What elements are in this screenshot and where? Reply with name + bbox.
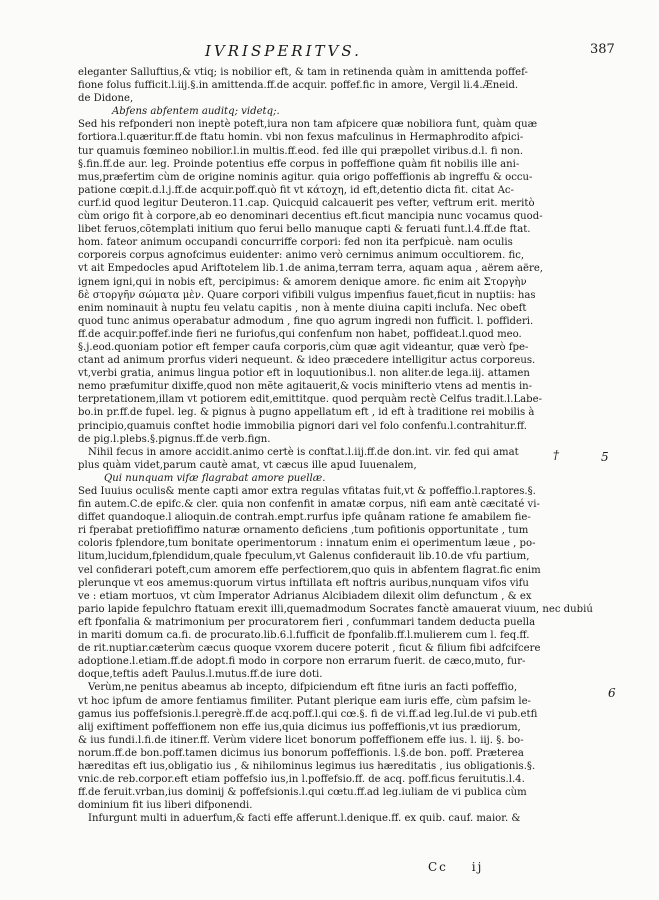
text-line: litum,lucidum,fplendidum,quale fpeculum,vt Galenus confiderauit lib.10.de vfu partium, xyxy=(78,551,530,563)
text-line: coloris fplendore,tum bonitate operimentorum : innatum enim ei operimentum læue , po- xyxy=(78,538,536,550)
text-line: gamus ius poffefsionis.l.peregrè.ff.de acq.poff.l.qui cœ.§. fi de vi.ff.ad leg.Iul.de vi pub.etfi xyxy=(78,708,538,720)
text-line: Abfens abfentem auditq; videtq;. xyxy=(112,106,280,118)
text-line: ff.de acquir.poffef.inde fieri ne furiofus,qui confenfum non habet, poffideat.l.quod meo. xyxy=(78,328,522,340)
text-line: norum.ff.de bon.poff.tamen dicimus ius bonorum poffeffionis. l.§.de bon. poff. Præterea xyxy=(78,747,524,759)
text-line: alij exiftiment poffeffionem non effe ius,quia dicimus ius poffeffionis,vt ius prædiorum, xyxy=(78,721,521,733)
text-line: de pig.l.plebs.§.pignus.ff.de verb.fign. xyxy=(78,433,271,445)
text-line: libet feruos,cõtemplati initium quo ferui bello manuque capti & feruati funt.l.4.ff.de ftat. xyxy=(78,224,531,236)
text-line: plerunque vt eos amemus:quorum virtus inftillata eft noftris auribus,nunquam vifos vifu xyxy=(78,577,529,589)
text-line: §.j.eod.quoniam potior eft femper caufa corporis,cùm quæ agit videantur, quæ verò fpe- xyxy=(78,341,529,353)
text-line: Nihil fecus in amore accidit.animo certè is conftat.l.iij.ff.de don.int. vir. fed qui amat xyxy=(88,446,519,458)
text-line: mus,præfertim cùm de origine nominis agitur. quia origo poffeffionis ab ingreffu & occu- xyxy=(78,171,533,183)
signature-mark xyxy=(410,860,483,874)
text-line: ve : etiam mortuos, vt cùm Imperator Adrianus Alcibiadem dilexit olim defunctum , & ex xyxy=(78,590,532,602)
text-line: fin autem.C.de epifc.& cler. quia non confenfit in amatæ corpus, nifi eam antè cæcitaté vi- xyxy=(78,499,540,511)
text-line: ignem igni,qui in nobis eft, percipimus: & amorem denique amore. fic enim ait Στοργὴν xyxy=(78,276,527,288)
text-line: enim nominauit à nuptu feu velatu capitis , non à mente diuina capiti inclufa. Nec obeft xyxy=(78,302,527,314)
text-line: cùm origo fit à corpore,ab eo denominari decentius eft.ficut mancipia nunc vocamus quod- xyxy=(78,211,543,223)
text-line: δὲ στοργῆν σώματα μὲν. Quare corpori vifibili vulgus impenfius fauet,ficut in nuptiis: has xyxy=(78,289,536,301)
text-line: de Didone, xyxy=(78,93,134,105)
text-line: eleganter Salluftius,& vtiq; is nobilior eft, & tam in retinenda quàm in amittenda poffef- xyxy=(78,67,528,78)
text-line: quod tunc animus operabatur admodum , fine quo agrum ingredi non fufficit. l. poffideri. xyxy=(78,315,534,327)
text-line: hom. fateor animum occupandi concurriffe corpori: fed non ita perfpicuè. nam oculis xyxy=(78,237,513,249)
text-line: principio,quamuis conftet hodie immobilia pignori dari vel folo confenfu.l.contrahitur.ff. xyxy=(78,420,527,432)
text-line: patione cœpit.d.l.j.ff.de acquir.poff.quò fit vt κάτοχη, id eft,detentio dicta fit. citat Ac- xyxy=(78,184,514,196)
text-line: vt,verbi gratia, animus lingua potior eft in loquutionibus.l. non aliter.de lega.iij. attamen xyxy=(78,368,530,380)
text-line: Sed Iuuius oculis& mente capti amor extra regulas vfitatas fuit,vt & poffeffio.l.raptores.§. xyxy=(78,486,536,497)
text-line: fione folus fufficit.l.iij.§.in amittenda.ff.de acquir. poffef.fic in amore, Vergil li.4.Æneid. xyxy=(78,80,519,92)
text-line: eft fponfalia & matrimonium per procuratorem fieri , confummari tandem deducta puella xyxy=(78,616,536,628)
text-line: §.fin.ff.de aur. leg. Proinde potentius effe corpus in poffeffione quàm fit nobilis ille ani- xyxy=(78,158,520,170)
margin-note-number: 5 xyxy=(601,450,609,464)
text-line: fortiora.l.quæritur.ff.de ftatu homin. vbi non fexus mafculinus in Hermaphrodito afpici- xyxy=(78,132,524,144)
page-number: 387 xyxy=(590,42,615,57)
text-line: ff.de feruit.vrban,ius dominij & poffefsionis.l.qui cœtu.ff.ad leg.iuliam de vi publica cùm xyxy=(78,787,527,799)
text-line: Infurgunt multi in aduerfum,& facti effe afferunt.l.denique.ff. ex quib. cauf. maior. & xyxy=(88,813,521,825)
running-head: IVRISPERITVS. xyxy=(205,42,362,60)
text-line: vt ait Empedocles apud Ariftotelem lib.1.de anima,terram terra, aquam aqua , aërem aëre, xyxy=(78,263,544,275)
body-text xyxy=(78,66,596,825)
text-line: Verùm,ne penitus abeamus ab incepto, difpiciendum eft fitne iuris an facti poffeffio, xyxy=(88,682,518,694)
text-line: corporeis corpus agnofcimus euidenter: animo verò cernimus animum occultiorem. fic, xyxy=(78,250,525,262)
text-line: adoptione.l.etiam.ff.de adopt.fi modo in corpore non errarum fuerit. de cæco,muto, fur- xyxy=(78,656,526,668)
text-line: ri fperabat pretiofiffimo naturæ ornamento deficiens ,tum pofitionis opportunitate , tum xyxy=(78,525,529,537)
text-line: vnic.de reb.corpor.eft etiam poffefsio ius,in l.poffefsio.ff. de acq. poff.ficus feruitutis.l.4. xyxy=(78,774,525,786)
text-line: doque,teftis adeft Paulus.l.mutus.ff.de iure doti. xyxy=(78,669,323,681)
text-line: vt hoc ipfum de amore fentiamus fimiliter. Putant plerique eam iuris effe, cùm pafsim le- xyxy=(78,695,531,707)
text-line: vel confiderari poteft,cum amorem effe perfectiorem,quo quis in abfentem flagrat.fic enim xyxy=(78,564,541,576)
text-line: diffet quandoque.l alioquin.de contrah.empt.rurfus ipfe quânam ratione fe amabilem fie- xyxy=(78,512,531,524)
text-line: Qui nunquam vifæ flagrabat amore puellæ. xyxy=(104,472,326,484)
margin-note-number: 6 xyxy=(608,686,616,700)
signature-number: ij xyxy=(471,860,484,874)
dagger-mark: † xyxy=(553,448,559,462)
text-line: nemo præfumitur dixiffe,quod non mẽte agitauerit,& vocis minifterio vtens ad mentis in- xyxy=(78,381,533,393)
text-line: curf.id quod legitur Deuteron.11.cap. Quicquid calcauerit pes vefter, veftrum erit. meritò xyxy=(78,197,535,209)
text-line: & ius fundi.l.fi.de itiner.ff. Verùm videre licet bonorum poffeffionem effe ius. l. iij. §. bo- xyxy=(78,734,524,746)
signature-letters: Cc xyxy=(428,860,448,874)
text-line: tur quamuis fœmineo nobilior.l.in multis.ff.eod. fed ille qui præpollet viribus.d.l. fi non. xyxy=(78,145,524,157)
text-line: dominium fit ius liberi difponendi. xyxy=(78,800,253,812)
text-line: de rit.nuptiar.cæterùm cæcus quoque vxorem ducere poterit , ficut & filium fibi adfcifcere xyxy=(78,643,541,655)
text-line: plus quàm videt,parum cautè amat, vt cæcus ille apud Iuuenalem, xyxy=(78,459,417,471)
text-line: Sed his refponderi non ineptè poteft,iura non tam afpicere quæ nobiliora funt, quàm quæ xyxy=(78,119,538,131)
text-line: ctant ad animum prorfus videri nequeunt. & ideo præcedere intelligitur actus corporeus. xyxy=(78,355,536,367)
text-line: in mariti domum ca.fi. de procurato.lib.6.l.fufficit de fponfalib.ff.l.mulierem cum l. feq.ff. xyxy=(78,630,530,642)
page-header xyxy=(0,42,659,64)
text-line: pario lapide fepulchro ftatuam erexit illi,quemadmodum Socrates fanctè amauerat viuum, nec dubiú xyxy=(78,603,593,615)
text-line: terpretationem,illam vt potiorem edit,emittitque. quod perquàm rectè Celfus tradit.l.Labe- xyxy=(78,394,543,406)
text-line: bo.in pr.ff.de fupel. leg. & pignus à pugno appellatum eft , id eft à traditione rei mobilis à xyxy=(78,407,535,419)
text-line: hæreditas eft ius,obligatio ius , & nihilominus legimus ius hæreditatis , ius obligationis.§. xyxy=(78,760,536,772)
